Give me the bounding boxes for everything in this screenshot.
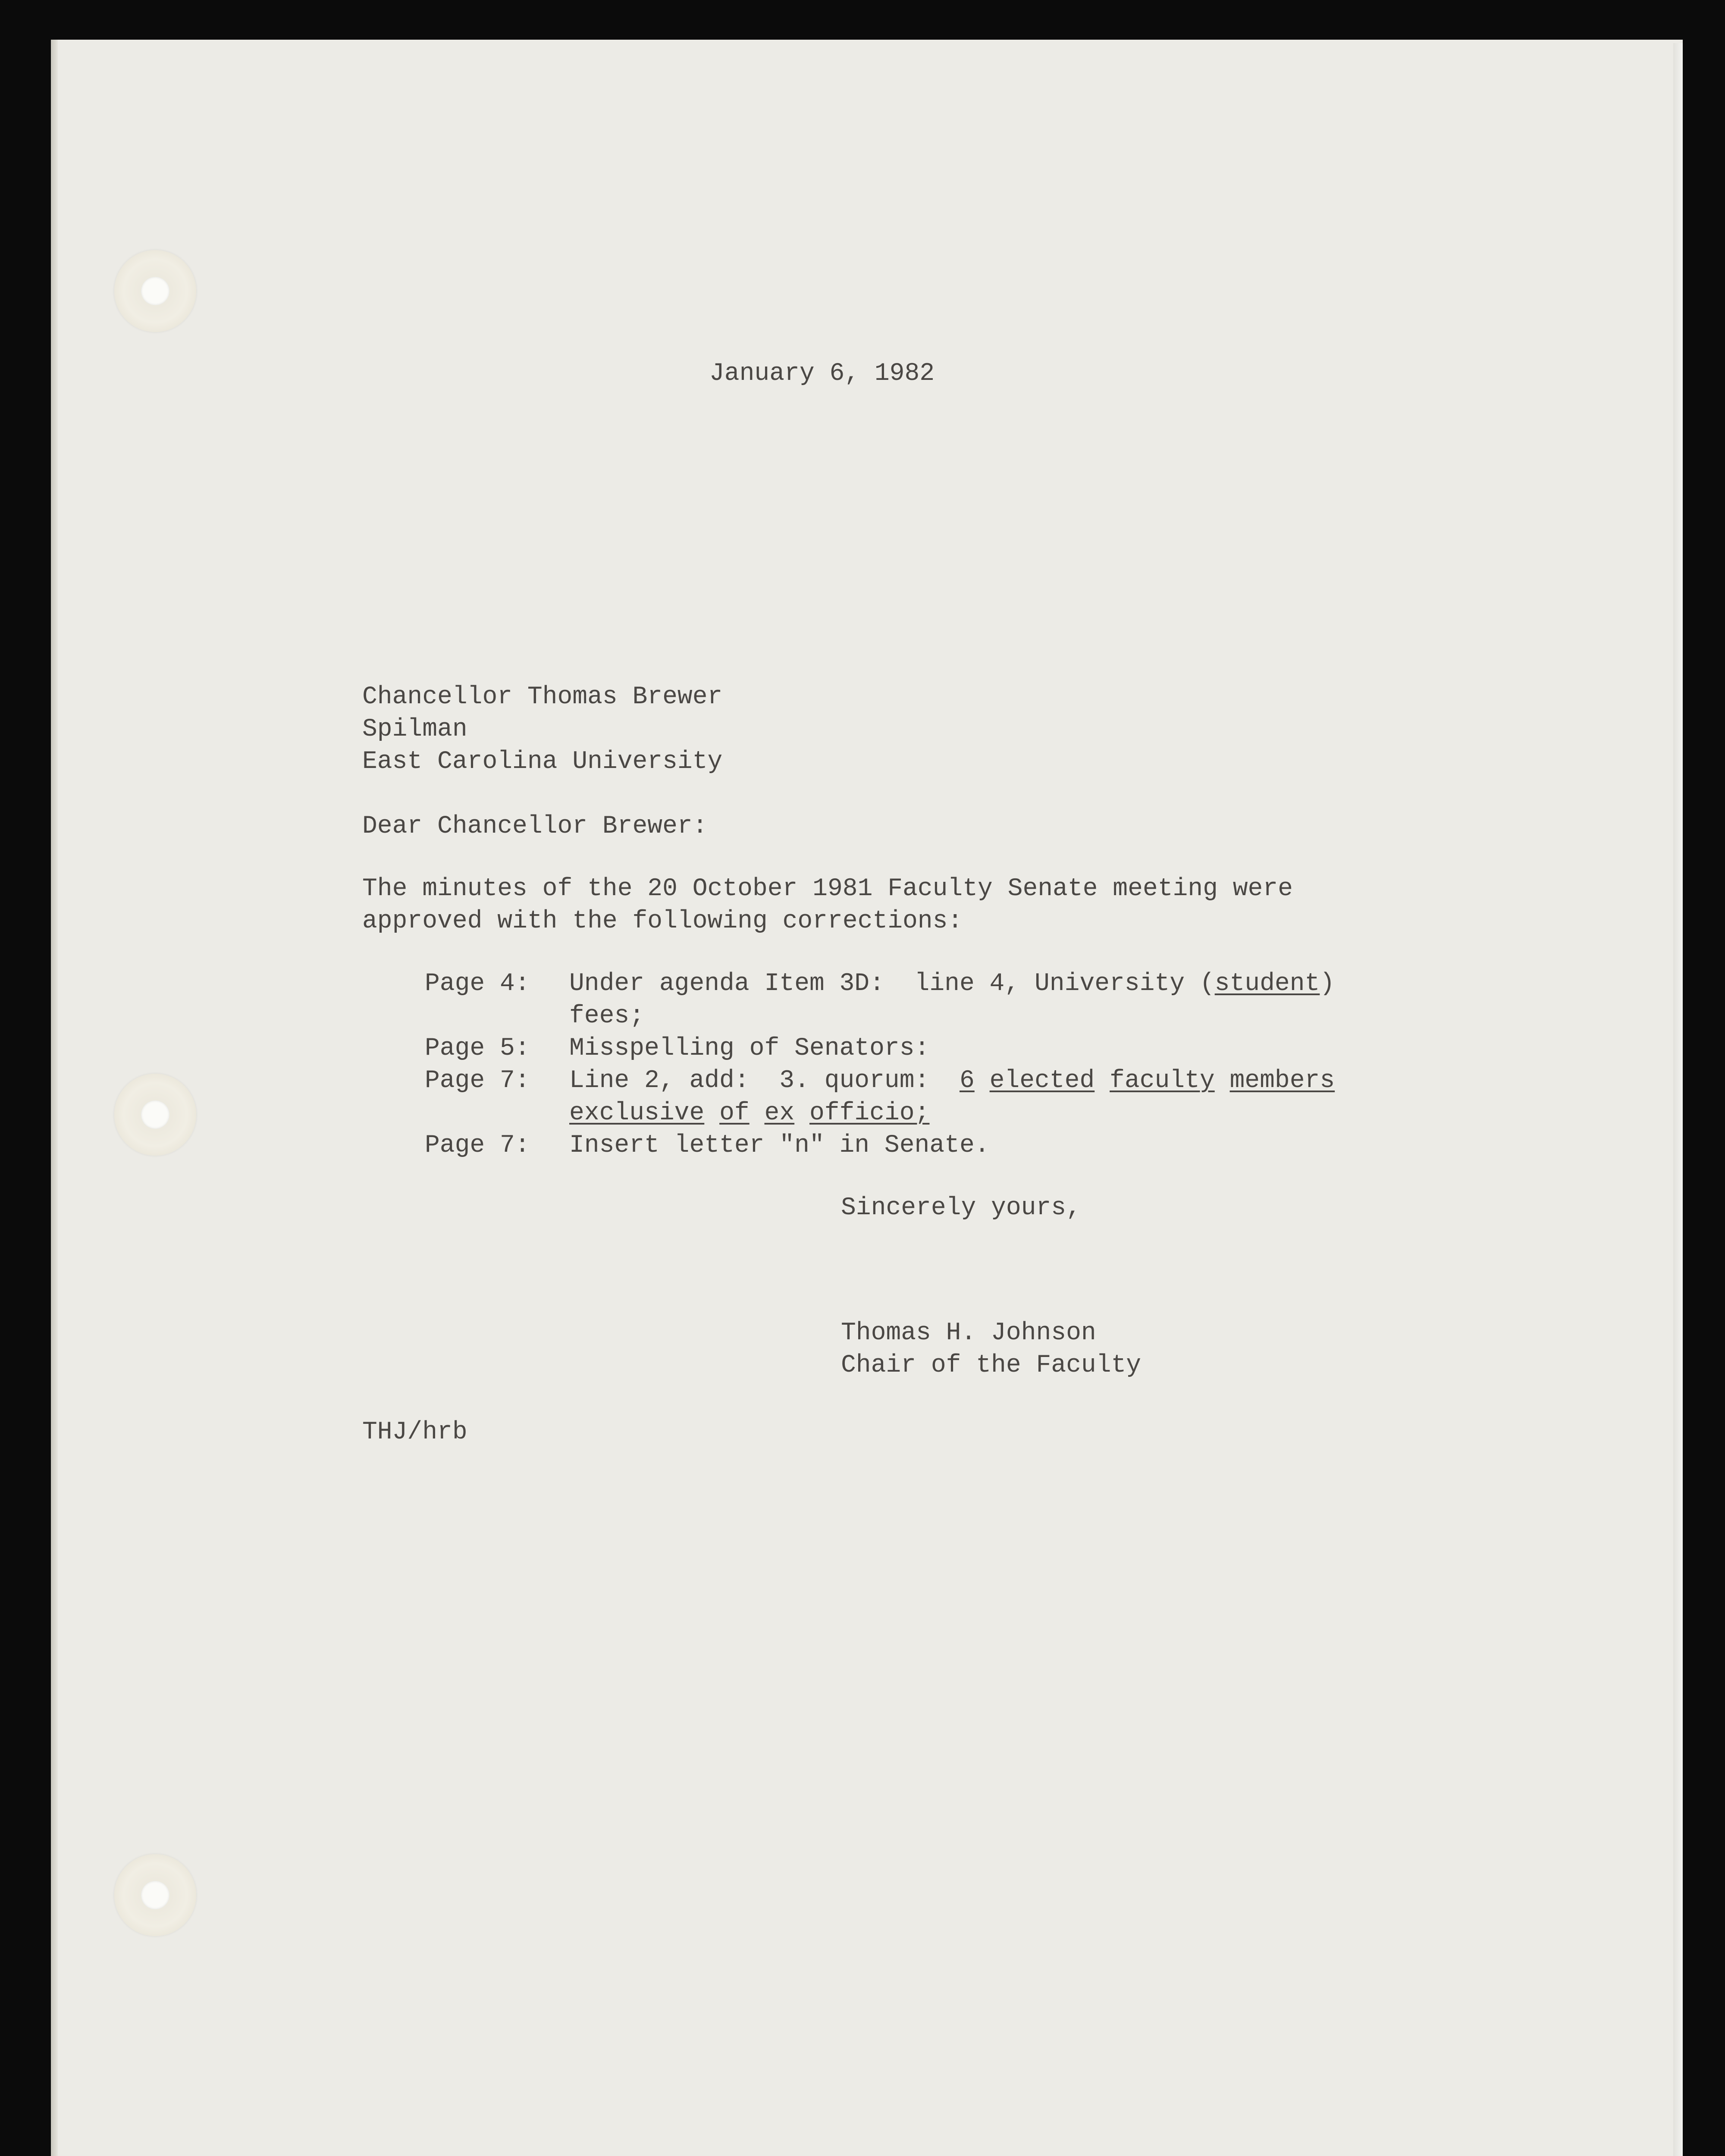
underlined-word: of — [719, 1099, 750, 1127]
underlined-word: members — [1229, 1067, 1335, 1095]
correction-text: Insert letter "n" in Senate. — [569, 1131, 990, 1159]
punch-hole-middle — [141, 1100, 169, 1129]
hole-reinforcer-bottom — [114, 1854, 196, 1936]
correction-text — [569, 1065, 1335, 1097]
recipient-building: Spilman — [362, 715, 467, 743]
underlined-word: faculty — [1110, 1067, 1215, 1095]
recipient-name: Chancellor Thomas Brewer — [362, 683, 723, 711]
correction-text-continued: fees; — [569, 1002, 645, 1030]
sheet-left-edge — [51, 40, 58, 2156]
correction-text — [569, 968, 1335, 1000]
body-line-1: The minutes of the 20 October 1981 Faculty Senate meeting were — [362, 875, 1293, 903]
body-line-2: approved with the following corrections: — [362, 907, 963, 935]
letter-date: January 6, 1982 — [709, 360, 935, 388]
underlined-word: student — [1214, 970, 1320, 998]
closing: Sincerely yours, — [841, 1194, 1081, 1222]
salutation: Dear Chancellor Brewer: — [362, 812, 708, 840]
sheet-right-edge — [1673, 43, 1683, 2156]
underlined-word: exclusive — [569, 1099, 705, 1127]
underlined-word: elected — [989, 1067, 1095, 1095]
correction-page-label: Page 5: — [425, 1034, 530, 1062]
correction-page-label: Page 4: — [425, 970, 530, 998]
correction-text: Misspelling of Senators: — [569, 1034, 930, 1062]
signer-name: Thomas H. Johnson — [841, 1319, 1096, 1347]
correction-text-prefix: Under agenda Item 3D: line 4, University ( — [569, 970, 1215, 998]
punch-hole-bottom — [141, 1881, 169, 1909]
correction-page-label: Page 7: — [425, 1131, 530, 1159]
typist-initials: THJ/hrb — [362, 1418, 467, 1446]
correction-text-suffix: ) — [1320, 970, 1335, 998]
underlined-word: officio; — [809, 1099, 930, 1127]
correction-page-label: Page 7: — [425, 1067, 530, 1095]
signer-title: Chair of the Faculty — [841, 1351, 1142, 1379]
recipient-institution: East Carolina University — [362, 748, 723, 776]
punch-hole-top — [141, 277, 169, 305]
correction-text-prefix: Line 2, add: 3. quorum: — [569, 1067, 960, 1095]
underlined-word: ex — [764, 1099, 795, 1127]
hole-reinforcer-top — [114, 250, 196, 332]
correction-text-continued — [569, 1097, 929, 1129]
hole-reinforcer-middle — [114, 1074, 196, 1156]
underlined-word: 6 — [959, 1067, 975, 1095]
